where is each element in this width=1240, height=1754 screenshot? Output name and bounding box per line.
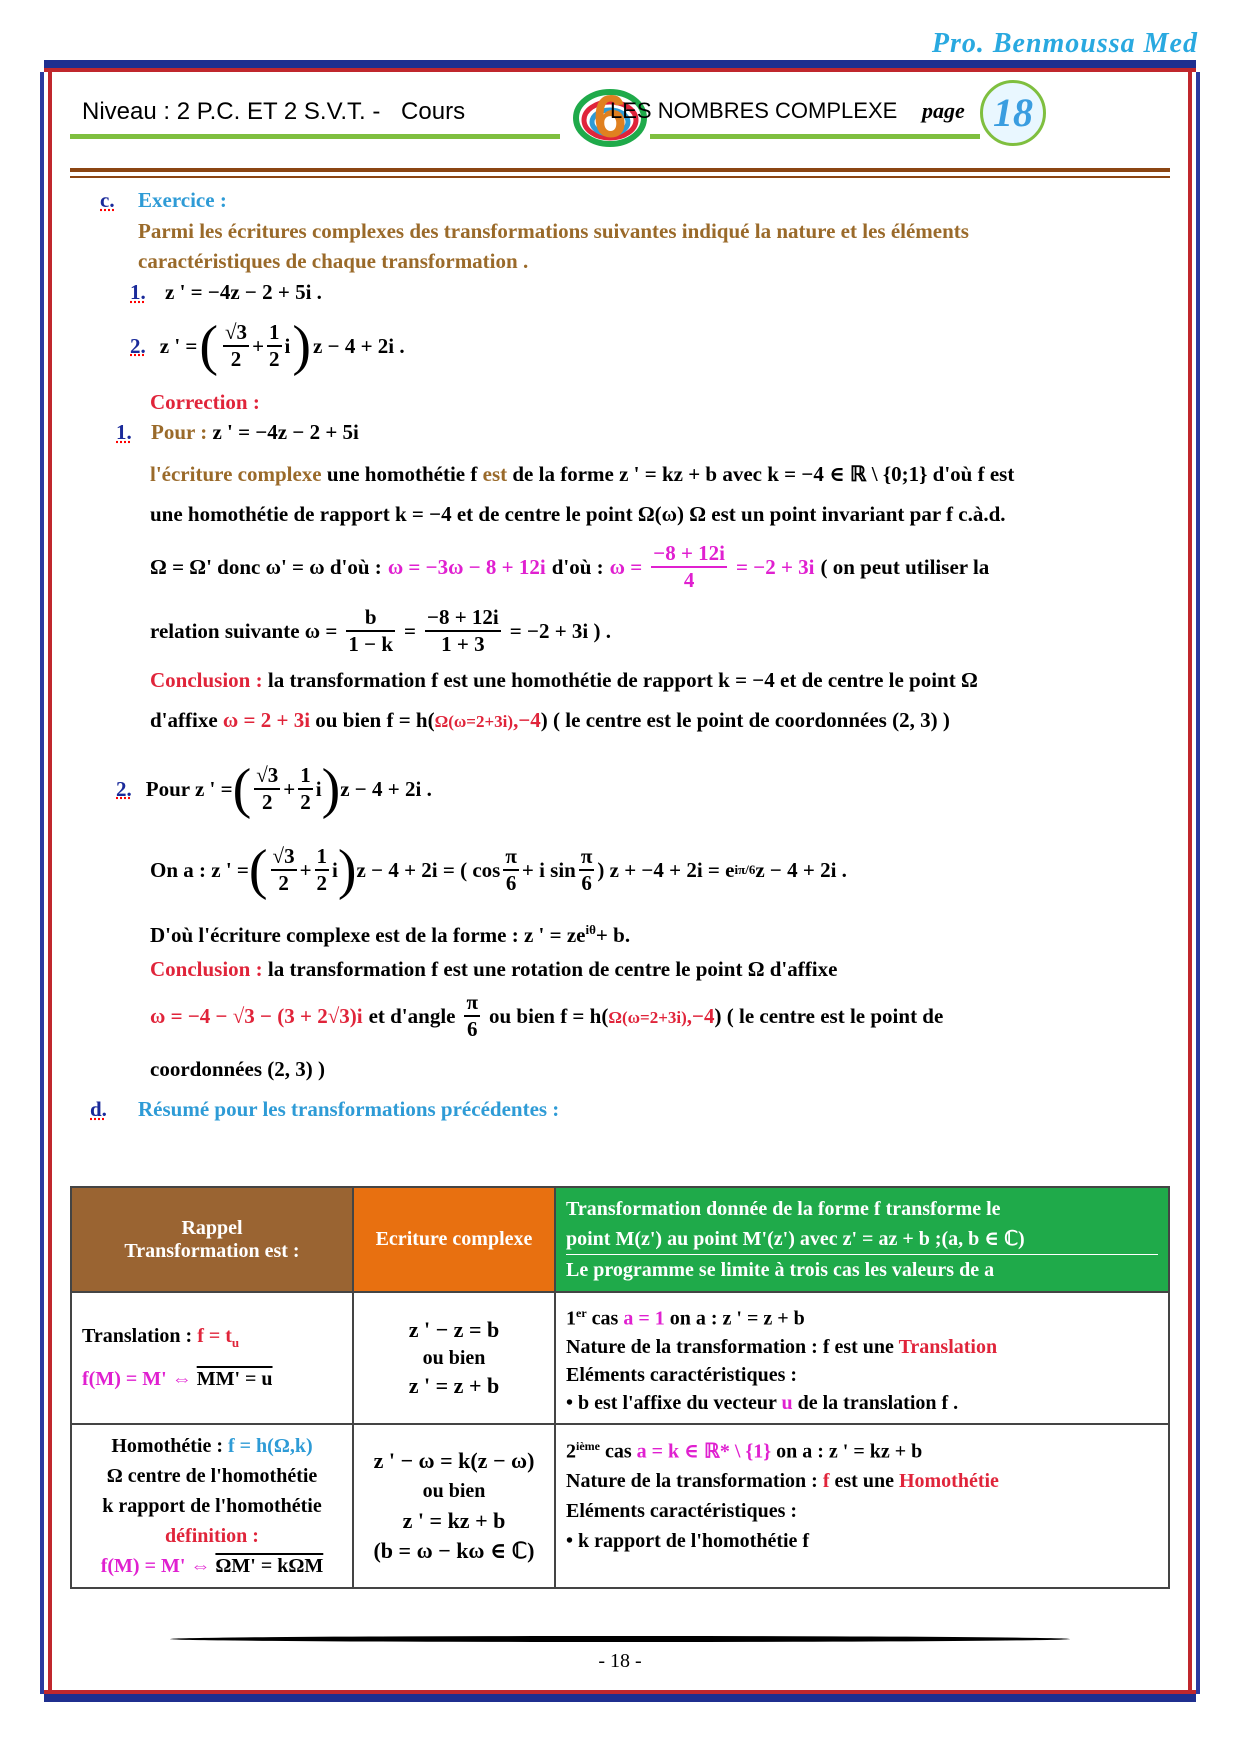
translation-cell: Translation : $f = t_u$ f(M) = M' ⇔ MM' = u — [71, 1292, 353, 1424]
p2-form-exp: iθ — [585, 922, 596, 937]
main-content — [90, 188, 1150, 1131]
p2-end: ) z + −4 + 2i = e — [597, 857, 735, 882]
table-header-transformation: Rappel Transformation est : — [71, 1187, 353, 1292]
p2-form-a: D'où l'écriture complexe est de la forme : z ' = ze — [150, 923, 586, 947]
p1-text-b: une homothétie f — [326, 462, 478, 486]
statement-line-1: Parmi les écritures complexes des transformations suivantes indiqué la nature et les éléments — [138, 219, 969, 243]
fraction-sqrt3-over-2: $\frac{√3}{2}$ — [225, 320, 248, 371]
part1-heading — [116, 420, 1150, 450]
p1-l4-frac1: $\frac{b}{1 - k}$ — [348, 605, 394, 656]
c2-d: ou bien f = h( — [489, 1003, 609, 1028]
header-underline-right — [650, 134, 980, 139]
author-signature: Pro. Benmoussa Med — [931, 28, 1198, 59]
part1-pour: Pour : — [151, 420, 208, 444]
conclusion-2-line3: coordonnées (2, 3) ) — [150, 1057, 325, 1081]
table-header-given: Transformation donnée de la forme f transforme le point M(z') au point M'(z') avec z' = az + b ;(a, b ∈ ℂ) Le programme se limite à trois cas les valeurs de a — [555, 1187, 1169, 1292]
page-label: page — [922, 98, 965, 123]
c2-b: ω = −4 − √3 − (3 + 2√3)i — [150, 1003, 363, 1028]
statement-line-2: caractéristiques de chaque transformation . — [138, 249, 529, 273]
summary-letter: d. — [90, 1097, 107, 1121]
p1-text-c: est — [482, 462, 508, 486]
question-1 — [130, 280, 1150, 310]
question-1-number: 1. — [130, 280, 146, 304]
table-header-writing: Ecriture complexe — [353, 1187, 555, 1292]
c1-g: ) ( le centre est le point de coordonnées (2, 3) ) — [540, 708, 950, 732]
chapter-number: 6 — [593, 83, 627, 150]
part2-pour: Pour z ' = — [145, 776, 233, 801]
page-number-badge: 18 — [980, 80, 1046, 146]
exercise-letter: c. — [100, 188, 115, 212]
translation-case: 1er cas a = 1 on a : z ' = z + b Nature de la transformation : f est une Translation Eléments caractéristiques : • b est l'affixe du vecteur u de la translation f . — [555, 1292, 1169, 1424]
part1-number: 1. — [116, 420, 132, 444]
frame-top-border — [44, 60, 1196, 72]
p2-exp: iπ/6 — [734, 862, 756, 877]
header-level — [82, 98, 465, 126]
p1-l3-eq: ω = −3ω − 8 + 12i — [387, 554, 546, 579]
part2-number: 2. — [116, 776, 132, 801]
part1-line2: une homothétie de rapport k = −4 et de centre le point Ω(ω) Ω est un point invariant par f c.à.d. — [150, 502, 1006, 526]
footer-page-number: - 18 - — [598, 1650, 642, 1672]
c2-f: ,−4 — [686, 1003, 715, 1028]
p1-text-d: de la forme z ' = kz + b avec k = −4 ∈ ℝ \ {0;1} d'où f est — [512, 462, 1015, 486]
p1-l3-frac: $\frac{-8 + 12i}{4}$ — [653, 541, 726, 592]
part2-heading: 2. Pour z ' = ( $\frac{√3}{2}$ + $\frac{1}{2}$ i ) z − 4 + 2i . — [116, 758, 432, 820]
part2-suffix: z − 4 + 2i . — [340, 776, 432, 801]
p1-l4-frac2: $\frac{-8 + 12i}{1 + 3}$ — [426, 605, 499, 656]
c1-f: ,−4 — [513, 708, 541, 732]
question-2-suffix: z − 4 + 2i . — [313, 333, 405, 358]
p2-ona: On a : z ' = — [150, 857, 249, 882]
conclusion-1 — [150, 662, 1150, 698]
conclusion-2-label: Conclusion : — [150, 957, 263, 981]
homothety-writing: z ' − ω = k(z − ω) ou bien z ' = kz + b (b = ω − kω ∈ ℂ) — [353, 1424, 555, 1588]
p2-isin: + i sin — [521, 857, 576, 882]
question-2-number: 2. — [130, 333, 146, 358]
header-rule-1 — [70, 168, 1170, 172]
frame-right-border-inner — [1188, 72, 1192, 1694]
header-underline-left — [70, 134, 560, 139]
question-2: 2. z ' = ( $\frac{√3}{2}$ + $\frac{1}{2}$ i ) z − 4 + 2i . — [130, 315, 405, 377]
part1-line1 — [150, 454, 1150, 494]
table-row — [71, 1292, 1169, 1424]
header-rule-2 — [70, 176, 1170, 178]
p2-mid: z − 4 + 2i = ( cos — [356, 857, 501, 882]
summary-table — [70, 1186, 1170, 1589]
c2-e: Ω(ω=2+3i) — [608, 1007, 687, 1027]
exercise-title: Exercice : — [138, 188, 227, 212]
p1-l4-e: = −2 + 3i ) . — [509, 618, 611, 643]
chapter-title: LES NOMBRES COMPLEXE — [610, 98, 898, 123]
frame-left-border-inner — [48, 72, 52, 1694]
frame-bottom-border — [44, 1690, 1196, 1702]
page-header — [70, 83, 1170, 156]
fraction-1-over-2: $\frac{1}{2}$ — [269, 320, 280, 371]
frame-right-border — [1196, 72, 1200, 1694]
p1-l3-d: ω = — [609, 554, 643, 579]
conclusion-2 — [150, 953, 1150, 985]
p1-l3-a: Ω = Ω' donc ω' = ω d'où : — [150, 554, 382, 579]
p1-l4-a: relation suivante ω = — [150, 618, 338, 643]
p1-l3-c: d'où : — [551, 554, 604, 579]
c1-c: ω = 2 + 3i — [222, 708, 311, 732]
summary-title: Résumé pour les transformations précédentes : — [138, 1097, 560, 1121]
c1-e: Ω(ω=2+3i) — [434, 712, 514, 731]
c1-d: ou bien f = h( — [315, 708, 435, 732]
part1-line4: relation suivante ω = $\frac{b}{1 - k}$ = $\frac{-8 + 12i}{1 + 3}$ = −2 + 3i ) . — [150, 605, 611, 656]
conclusion-1-text: la transformation f est une homothétie de rapport k = −4 et de centre le point Ω — [267, 668, 978, 692]
question-1-expr: z ' = −4z − 2 + 5i . — [165, 280, 322, 304]
c2-c: et d'angle — [368, 1003, 456, 1028]
p1-text-a: l'écriture complexe — [150, 462, 322, 486]
p1-l3-f: ( on peut utiliser la — [820, 554, 990, 579]
part2-ona: On a : z ' = ( $\frac{√3}{2}$ + $\frac{1}{2}$ i ) z − 4 + 2i = ( cos $\frac{\pi}{6}$ + i sin $\frac{\pi}{6}$ ) z + −4 + 2i = e iπ/6 z − 4 + 2i . — [150, 839, 847, 901]
table-header-row — [71, 1187, 1169, 1292]
part1-line3 — [150, 534, 1150, 600]
c2-g: ) ( le centre est le point de — [714, 1003, 944, 1028]
conclusion-2-line2: ω = −4 − √3 − (3 + 2√3)i et d'angle $\frac{\pi}{6}$ ou bien f = h(Ω(ω=2+3i),−4) ( le centre est le point de — [150, 990, 944, 1041]
conclusion-2-text: la transformation f est une rotation de centre le point Ω d'affixe — [267, 957, 838, 981]
course-type: Cours — [401, 98, 466, 125]
homothety-case: 2ième cas a = k ∈ ℝ* \ {1} on a : z ' = kz + b Nature de la transformation : f est une Homothétie Eléments caractéristiques : • k rapport de l'homothétie f — [555, 1424, 1169, 1588]
homothety-cell: Homothétie : f = h(Ω,k) Ω centre de l'homothétie k rapport de l'homothétie définition : f(M) = M' ⇔ ΩM' = kΩM — [71, 1424, 353, 1588]
c1-b: d'affixe — [150, 708, 218, 732]
frame-left-border — [40, 72, 44, 1694]
translation-writing: z ' − z = b ou bien z ' = z + b — [353, 1292, 555, 1424]
p1-l3-e: = −2 + 3i — [736, 554, 815, 579]
part1-expr: z ' = −4z − 2 + 5i — [212, 420, 359, 444]
conclusion-1-label: Conclusion : — [150, 668, 263, 692]
part2-form — [150, 912, 1150, 953]
question-2-prefix: z ' = — [159, 333, 198, 358]
correction-title: Correction : — [150, 390, 260, 414]
p2-form-b: + b. — [595, 923, 631, 947]
exercise-statement — [138, 216, 1150, 276]
conclusion-1-line2 — [150, 698, 1150, 744]
table-row — [71, 1424, 1169, 1588]
level-text: Niveau : 2 P.C. ET 2 S.V.T. - — [82, 98, 381, 125]
summary-heading — [90, 1097, 1150, 1131]
exercise-heading — [100, 188, 1150, 216]
p2-end2: z − 4 + 2i . — [755, 857, 847, 882]
footer-rule — [170, 1636, 1070, 1642]
